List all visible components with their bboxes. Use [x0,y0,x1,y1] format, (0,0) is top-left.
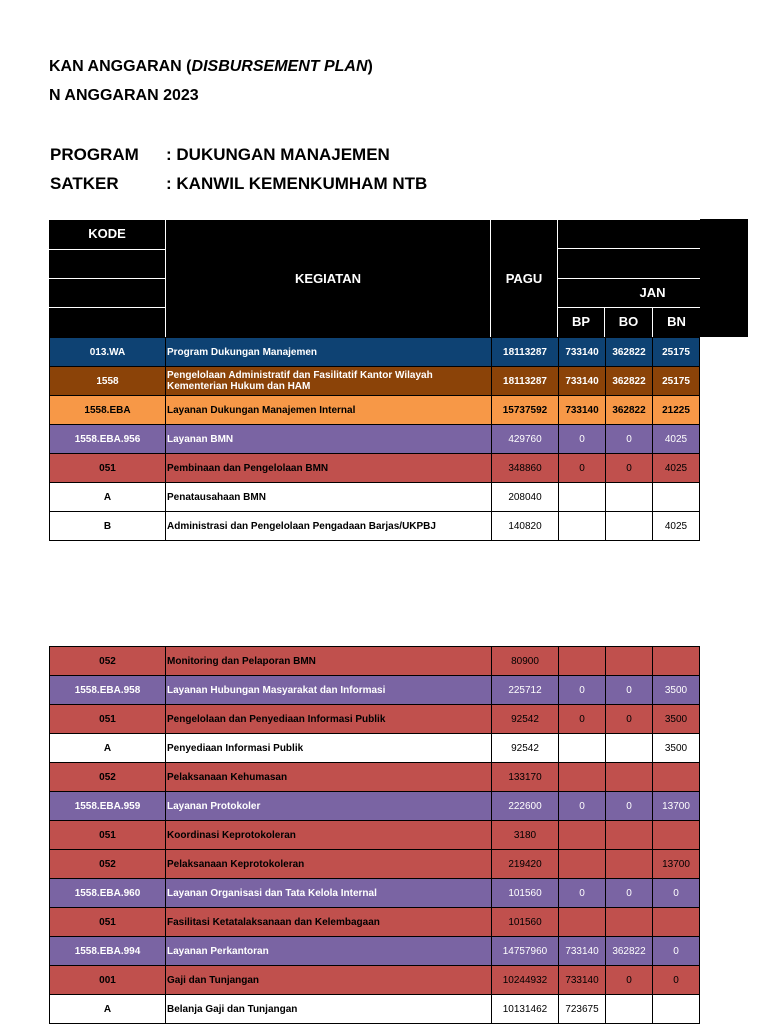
pagu-cell: 208040 [492,483,559,512]
bo-header: BO [618,314,639,329]
bo-cell: 0 [606,879,653,908]
kegiatan-cell: Koordinasi Keprotokoleran [166,821,492,850]
kode-cell: A [50,483,166,512]
kode-cell: 1558.EBA.960 [50,879,166,908]
bo-cell: 0 [606,425,653,454]
pagu-header: PAGU [505,271,543,286]
kode-cell: 1558 [50,367,166,396]
bn-cell [653,821,700,850]
table-row [50,995,700,1024]
table-row [50,396,700,425]
pagu-cell: 92542 [492,734,559,763]
kode-cell: A [50,734,166,763]
pagu-cell: 225712 [492,676,559,705]
bp-cell: 723675 [559,995,606,1024]
satker-value: : KANWIL KEMENKUMHAM NTB [166,174,428,193]
kegiatan-cell: Fasilitasi Ketatalaksanaan dan Kelembagaan [166,908,492,937]
bo-cell: 0 [606,454,653,483]
bp-cell: 733140 [559,937,606,966]
kegiatan-cell: Gaji dan Tunjangan [166,966,492,995]
pagu-cell: 10244932 [492,966,559,995]
kode-cell: 1558.EBA.958 [50,676,166,705]
bp-cell: 0 [559,425,606,454]
bp-cell: 733140 [559,396,606,425]
bp-cell [559,647,606,676]
budget-table-1 [49,337,700,541]
table-row [50,734,700,763]
bn-cell [653,647,700,676]
pagu-cell: 429760 [492,425,559,454]
bn-cell [653,995,700,1024]
bp-cell [559,763,606,792]
table-row [50,647,700,676]
bp-cell [559,821,606,850]
bn-cell [653,483,700,512]
document-subtitle: N ANGGARAN 2023 [49,87,199,104]
bn-cell: 3500 [653,705,700,734]
bp-cell [559,850,606,879]
program-value: : DUKUNGAN MANAJEMEN [166,145,390,164]
pagu-cell: 80900 [492,647,559,676]
bn-cell: 4025 [653,454,700,483]
table-row [50,676,700,705]
table-row [50,908,700,937]
kode-cell: 1558.EBA.959 [50,792,166,821]
kegiatan-cell: Layanan Protokoler [166,792,492,821]
pagu-cell: 14757960 [492,937,559,966]
pagu-cell: 18113287 [492,338,559,367]
bp-cell: 0 [559,792,606,821]
kegiatan-cell: Pembinaan dan Pengelolaan BMN [166,454,492,483]
bp-cell [559,483,606,512]
bo-cell [606,908,653,937]
bn-cell: 3500 [653,734,700,763]
table-row [50,763,700,792]
bo-cell: 0 [606,676,653,705]
bp-cell: 733140 [559,367,606,396]
program-label: PROGRAM [50,145,139,164]
kegiatan-cell: Program Dukungan Manajemen [166,338,492,367]
bp-cell: 0 [559,705,606,734]
bo-cell [606,995,653,1024]
kegiatan-cell: Penyediaan Informasi Publik [166,734,492,763]
bn-cell: 0 [653,879,700,908]
kegiatan-cell: Layanan Dukungan Manajemen Internal [166,396,492,425]
bn-cell: 3500 [653,676,700,705]
kode-cell: A [50,995,166,1024]
bo-cell [606,734,653,763]
document-title [49,58,373,76]
kegiatan-cell: Layanan BMN [166,425,492,454]
bp-cell: 0 [559,454,606,483]
table-row [50,792,700,821]
bo-cell [606,512,653,541]
bp-cell: 0 [559,879,606,908]
bn-cell: 0 [653,937,700,966]
kegiatan-cell: Pengelolaan Administratif dan Fasilitatif Kantor Wilayah Kementerian Hukum dan HAM [166,367,492,396]
budget-table-2 [49,646,700,1024]
bn-cell: 25175 [653,338,700,367]
bn-cell: 13700 [653,792,700,821]
table-row [50,966,700,995]
table-row [50,454,700,483]
bn-cell [653,763,700,792]
kegiatan-cell: Pelaksanaan Kehumasan [166,763,492,792]
kode-cell: 052 [50,763,166,792]
bo-cell: 362822 [606,367,653,396]
bo-cell [606,821,653,850]
kode-header: KODE [88,226,126,241]
title-italic: DISBURSEMENT PLAN [191,58,368,75]
bn-cell: 4025 [653,512,700,541]
bn-cell: 25175 [653,367,700,396]
pagu-cell: 92542 [492,705,559,734]
bn-cell: 13700 [653,850,700,879]
table-row [50,367,700,396]
bn-cell: 4025 [653,425,700,454]
bp-cell [559,908,606,937]
table-row [50,937,700,966]
bp-cell: 733140 [559,966,606,995]
kode-cell: 052 [50,647,166,676]
bn-cell: 0 [653,966,700,995]
kegiatan-cell: Penatausahaan BMN [166,483,492,512]
bp-cell [559,734,606,763]
kode-cell: 051 [50,821,166,850]
table-row [50,338,700,367]
bo-cell: 362822 [606,937,653,966]
kode-cell: 013.WA [50,338,166,367]
kode-cell: 051 [50,908,166,937]
table-row [50,879,700,908]
table-row [50,821,700,850]
bp-header: BP [571,314,591,329]
bo-cell [606,647,653,676]
kegiatan-cell: Layanan Organisasi dan Tata Kelola Internal [166,879,492,908]
kegiatan-cell: Pengelolaan dan Penyediaan Informasi Publik [166,705,492,734]
satker-label: SATKER [50,174,119,193]
pagu-cell: 219420 [492,850,559,879]
kode-cell: 1558.EBA.994 [50,937,166,966]
kode-cell: 051 [50,454,166,483]
table-row [50,483,700,512]
bo-cell: 362822 [606,338,653,367]
kode-cell: 001 [50,966,166,995]
title-suffix: ) [367,58,373,75]
kode-cell: 051 [50,705,166,734]
bo-cell: 0 [606,966,653,995]
pagu-cell: 101560 [492,879,559,908]
kode-cell: B [50,512,166,541]
bo-cell [606,850,653,879]
pagu-cell: 10131462 [492,995,559,1024]
kegiatan-header: KEGIATAN [295,271,361,286]
kode-cell: 1558.EBA.956 [50,425,166,454]
kegiatan-cell: Administrasi dan Pengelolaan Pengadaan Barjas/UKPBJ [166,512,492,541]
bp-cell [559,512,606,541]
pagu-cell: 222600 [492,792,559,821]
kegiatan-cell: Layanan Hubungan Masyarakat dan Informasi [166,676,492,705]
pagu-cell: 140820 [492,512,559,541]
pagu-cell: 133170 [492,763,559,792]
bp-cell: 733140 [559,338,606,367]
pagu-cell: 101560 [492,908,559,937]
kegiatan-cell: Belanja Gaji dan Tunjangan [166,995,492,1024]
bo-cell [606,763,653,792]
pagu-cell: 18113287 [492,367,559,396]
table-row [50,425,700,454]
table-row [50,705,700,734]
bo-cell [606,483,653,512]
month-header: JAN [639,285,666,300]
kegiatan-cell: Layanan Perkantoran [166,937,492,966]
table-row [50,512,700,541]
bn-header: BN [667,314,686,329]
kegiatan-cell: Monitoring dan Pelaporan BMN [166,647,492,676]
kode-cell: 052 [50,850,166,879]
bo-cell: 362822 [606,396,653,425]
kegiatan-cell: Pelaksanaan Keprotokoleran [166,850,492,879]
bp-cell: 0 [559,676,606,705]
title-prefix: KAN ANGGARAN ( [49,58,192,75]
table-row [50,850,700,879]
pagu-cell: 15737592 [492,396,559,425]
bo-cell: 0 [606,705,653,734]
pagu-cell: 348860 [492,454,559,483]
pagu-cell: 3180 [492,821,559,850]
bo-cell: 0 [606,792,653,821]
bn-cell: 21225 [653,396,700,425]
bn-cell [653,908,700,937]
kode-cell: 1558.EBA [50,396,166,425]
